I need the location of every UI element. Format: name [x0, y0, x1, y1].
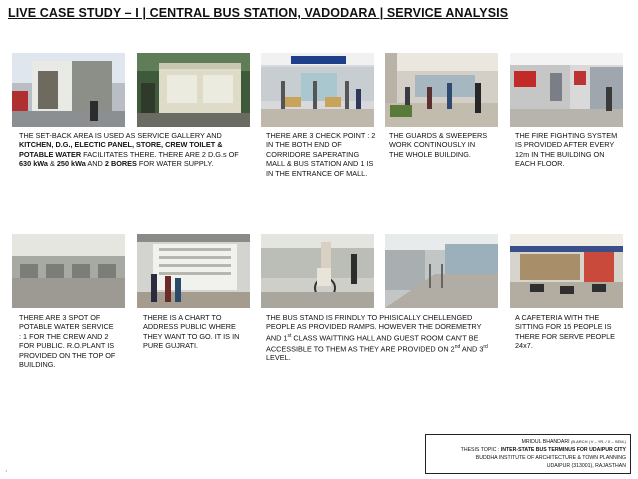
- caption-ramps-part1: THE BUS STAND IS FRINDLY TO PHISICALLY CHELLENGED PEOPLE AS PROVIDED RAMPS. HOWEVER THE DOREMETRY AND 1: [266, 313, 482, 343]
- caption-ramps-part3: AND 3: [460, 344, 484, 354]
- caption-bores: 2 BORES: [104, 159, 137, 169]
- fire-fighting-photo: [510, 53, 623, 127]
- water-spot-photo: [12, 234, 125, 308]
- public-chart-photo: [137, 234, 250, 308]
- caption-ramps-part4: LEVEL.: [266, 353, 291, 363]
- caption-ramps: [266, 313, 496, 363]
- caption-dg-630: 630 kWa: [19, 159, 48, 169]
- page-title: LIVE CASE STUDY – I | CENTRAL BUS STATION, VADODARA | SERVICE ANALYSIS: [8, 6, 509, 20]
- caption-ramps-sup1: st: [287, 332, 292, 339]
- caption-fire-fighting: THE FIRE FIGHTING SYSTEM IS PROVIDED AFTER EVERY 12m IN THE BUILDING ON EACH FLOOR.: [515, 131, 618, 169]
- dg-set-photo: [137, 53, 250, 127]
- caption-guards-sweepers: THE GUARDS & SWEEPERS WORK CONTINOUSLY IN THE WHOLE BUILDING.: [389, 131, 488, 159]
- credit-thesis-label: THESIS TOPIC :: [460, 447, 501, 453]
- caption-service-gallery-part2: FACILITATES THERE. THERE ARE 2 D.G.s OF: [81, 149, 239, 159]
- caption-and-symbol: &: [47, 159, 57, 169]
- credit-box: [425, 434, 631, 474]
- caption-dg-250: 250 kWa: [56, 159, 86, 169]
- cafeteria-photo: [510, 234, 623, 308]
- service-gallery-photo: [12, 53, 125, 127]
- caption-water-spot: THERE ARE 3 SPOT OF POTABLE WATER SERVICE : 1 FOR THE CREW AND 2 FOR PUBLIC. R.O.PLANT IS PROVIDED ON THE TOP OF BUILDING.: [19, 313, 116, 370]
- caption-check-point: THERE ARE 3 CHECK POINT : 2 IN THE BOTH END OF CORRIDORE SAPERATING MALL & BUS STATION AND 1 IS IN THE ENTRANCE OF MALL.: [266, 131, 376, 178]
- check-point-photo: [261, 53, 374, 127]
- credit-institute: BUDDHA INSTITUTE OF ARCHITECTURE & TOWN PLANNING: [475, 455, 626, 461]
- caption-service-gallery-facilities: KITCHEN, D.G., ELECTIC PANEL, STORE, CREW TOILET & POTABLE WATER: [19, 140, 223, 159]
- caption-public-chart: THERE IS A CHART TO ADDRESS PUBLIC WHERE THEY WANT TO GO. IT IS IN PURE GUJRATI.: [143, 313, 240, 351]
- caption-ramps-part2: CLASS WAITTING HALL AND GUEST ROOM CAN'T BE ACCESSIBLE TO THEM AS THEY ARE PROVIDED ON 2: [266, 333, 479, 354]
- caption-ramps-sup3: rd: [483, 343, 488, 350]
- credit-thesis-topic: INTER-STATE BUS TERMINUS FOR UDAIPUR CITY: [500, 447, 626, 453]
- credit-thesis-line: [426, 446, 626, 454]
- credit-name-line: [426, 438, 626, 446]
- caption-service-gallery-part3: FOR WATER SUPPLY.: [136, 159, 214, 169]
- caption-service-gallery-part1: THE SET-BACK AREA IS USED AS SERVICE GALLERY AND: [19, 131, 222, 140]
- caption-and-word: AND: [85, 159, 105, 169]
- caption-ramps-sup2: nd: [454, 343, 461, 350]
- ramp-wheelchair-photo: [261, 234, 374, 308]
- page-number: 1: [5, 468, 8, 473]
- caption-service-gallery: [19, 131, 247, 169]
- ramp-photo: [385, 234, 498, 308]
- credit-meta: (B.ARCH | V – YR. / X – SEM.): [571, 439, 626, 444]
- credit-place: UDAIPUR (313001), RAJASTHAN: [546, 463, 626, 469]
- guards-sweepers-photo: [385, 53, 498, 127]
- caption-cafeteria: A CAFETERIA WITH THE SITTING FOR 15 PEOPLE IS THERE FOR SERVE PEOPLE 24x7.: [515, 313, 616, 351]
- credit-name: MRIDUL BHANDARI: [521, 439, 570, 445]
